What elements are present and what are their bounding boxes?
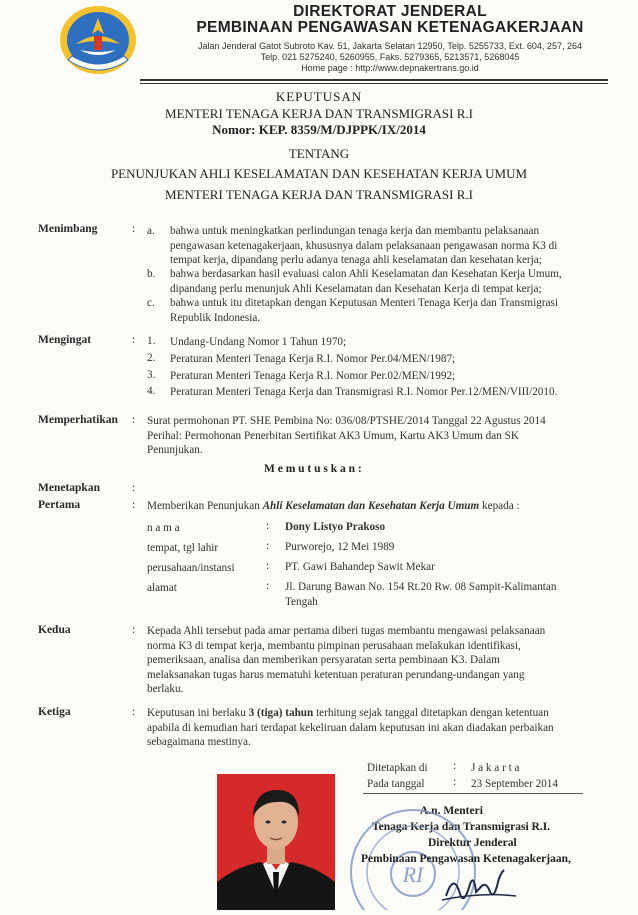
menimbang-item-b-line: bahwa berdasarkan hasil evaluasi calon Ahli Keselamatan dan Kesehatan Kerja Umum, — [170, 268, 562, 280]
ketiga-line-1 — [147, 706, 615, 721]
pertama-intro-end: kepada : — [482, 500, 520, 512]
menimbang-label: Menimbang — [38, 223, 98, 235]
closing-director: Direktur Jenderal — [428, 837, 517, 849]
memperhatikan-line: Perihal: Permohonan Penerbitan Sertifikat AK3 Umum, Kartu AK3 Umum dan SK — [147, 429, 519, 442]
mengingat-item-index: 4. — [147, 385, 156, 397]
kedua-label: Kedua — [38, 624, 71, 636]
field-colon: : — [266, 540, 270, 552]
ketiga-line-1-start: Keputusan ini berlaku — [147, 707, 246, 719]
closing-colon: : — [453, 776, 457, 788]
kedua-line: pemeriksaan, analisa dan memberikan persyaratan serta pembinaan K3. Dalam — [147, 654, 500, 666]
pertama-label: Pertama — [38, 499, 81, 511]
field-colon: : — [266, 580, 270, 592]
pertama-colon: : — [132, 499, 136, 511]
mengingat-item-index: 1. — [147, 335, 156, 347]
letterhead-homepage: Home page : http://www.depnakertrans.go.id — [301, 63, 479, 73]
field-label-nama: n a m a — [147, 522, 180, 534]
field-value-alamat — [285, 580, 615, 609]
memperhatikan-line: Surat permohonan PT. SHE Pembina No: 036/08/PTSHE/2014 Tanggal 22 Agustus 2014 — [147, 415, 546, 427]
mengingat-item: Peraturan Menteri Tenaga Kerja R.I. Nomor Per.02/MEN/1992; — [170, 370, 456, 382]
signature — [440, 866, 520, 910]
menimbang-item-c-line: bahwa untuk itu ditetapkan dengan Keputusan Menteri Tenaga Kerja dan Transmigrasi — [170, 297, 558, 309]
letterhead-rule — [140, 79, 608, 81]
menimbang-item-a-index: a. — [147, 225, 155, 237]
mengingat-item: Peraturan Menteri Tenaga Kerja R.I. Nomor Per.04/MEN/1987; — [170, 353, 456, 365]
field-value-nama: Dony Listyo Prakoso — [285, 521, 386, 533]
field-label-ttl: tempat, tgl lahir — [147, 542, 219, 554]
field-label-alamat: alamat — [147, 582, 177, 594]
field-value-ttl: Purworejo, 12 Mei 1989 — [285, 541, 395, 553]
decree-issuer: MENTERI TENAGA KERJA DAN TRANSMIGRASI R.I — [165, 106, 473, 121]
mengingat-item: Undang-Undang Nomor 1 Tahun 1970; — [170, 336, 347, 348]
menimbang-item-c — [170, 296, 613, 325]
mengingat-label: Mengingat — [38, 334, 92, 346]
menimbang-item-a-line: bahwa untuk meningkatkan perlindungan tenaga kerja dan membantu pelaksanaan — [170, 225, 540, 237]
ketiga-label: Ketiga — [38, 706, 71, 718]
kedua-line: berlaku. — [147, 683, 184, 695]
ketiga-text — [147, 706, 615, 750]
field-value-perusahaan: PT. Gawi Bahandep Sawit Mekar — [285, 561, 435, 573]
letterhead-line-2: PEMBINAAN PENGAWASAN KETENAGAKERJAAN — [196, 19, 584, 36]
decree-subject-line-1: PENUNJUKAN AHLI KESELAMATAN DAN KESEHATAN KERJA UMUM — [110, 166, 528, 181]
mengingat-item-index: 2. — [147, 352, 156, 364]
pertama-intro-role: Ahli Keselamatan dan Kesehatan Kerja Umum — [262, 500, 480, 512]
ministry-logo-icon — [58, 4, 138, 76]
field-label-perusahaan: perusahaan/instansi — [147, 562, 235, 574]
ketiga-line: apabila di kemudian hari terdapat kekeliruan dalam keputusan ini akan diadakan perbaikan — [147, 721, 554, 734]
decree-about: TENTANG — [288, 146, 350, 161]
ditetapkan-label: Ditetapkan di — [367, 762, 428, 774]
pertama-intro-text: Memberikan Penunjukan — [147, 500, 260, 512]
letterhead-rule-thin — [140, 83, 608, 84]
stamp-initials: RI — [402, 862, 424, 887]
menimbang-item-b-index: b. — [147, 268, 156, 280]
mengingat-item: Peraturan Menteri Tenaga Kerja dan Transmigrasi R.I. Nomor Per.12/MEN/VIII/2010. — [170, 386, 558, 398]
field-colon: : — [266, 520, 270, 532]
field-value-alamat-line: Tengah — [285, 595, 318, 608]
menimbang-item-c-line: Republik Indonesia. — [170, 311, 261, 324]
menimbang-item-a — [170, 224, 613, 268]
kedua-line: norma K3 di tempat kerja, membantu pimpinan perusahaan melakukan identifikasi, — [147, 639, 521, 652]
memutuskan-heading: M e m u t u s k a n : — [264, 463, 362, 475]
field-value-alamat-line: Jl. Darung Bawan No. 154 Rt.20 Rw. 08 Sampit-Kalimantan — [285, 581, 557, 593]
mengingat-colon: : — [132, 334, 136, 346]
mengingat-item-index: 3. — [147, 369, 156, 381]
closing-ministry: Tenaga Kerja dan Transmigrasi R.I. — [372, 821, 551, 833]
kedua-line: Kepada Ahli tersebut pada amar pertama diberi tugas membantu mengawasi pelaksanaan — [147, 625, 546, 637]
decree-title: KEPUTUSAN — [275, 89, 363, 104]
letterhead-contact — [150, 41, 630, 74]
closing-colon: : — [453, 760, 457, 772]
menimbang-item-a-line: tempat kerja, dipandang perlu adanya tenaga ahli keselamatan dan kesehatan kerja; — [170, 254, 542, 266]
menimbang-colon: : — [132, 223, 136, 235]
menimbang-item-b-line: dipandang perlu menunjuk Ahli Keselamatan dan Kesehatan Kerja di tempat kerja; — [170, 282, 542, 295]
ketiga-line: sebagaimana mestinya. — [147, 736, 251, 748]
menimbang-item-a-line: pengawasan ketenagakerjaan, khususnya dalam pelaksanaan pengawasan norma K3 di — [170, 239, 558, 252]
tanggal-label: Pada tanggal — [367, 778, 425, 790]
letterhead-phone: Telp. 021 5275240, 5260955, Faks. 5279365, 5213571, 5268045 — [260, 52, 520, 62]
kedua-colon: : — [132, 624, 136, 636]
menetapkan-colon: : — [132, 482, 136, 494]
holder-photo — [217, 774, 335, 910]
letterhead-address: Jalan Jenderal Gatot Subroto Kav. 51, Jakarta Selatan 12950, Telp. 5255733, Ext. 604, 257, 264 — [198, 41, 582, 51]
tanggal-value: 23 September 2014 — [471, 778, 558, 790]
ditetapkan-value: J a k a r t a — [471, 762, 520, 774]
decree-number: Nomor: KEP. 8359/M/DJPPK/IX/2014 — [212, 122, 426, 137]
pertama-intro — [147, 499, 617, 514]
decree-subject-line-2: MENTERI TENAGA KERJA DAN TRANSMIGRASI R.I — [165, 187, 473, 202]
memperhatikan-label: Memperhatikan — [38, 414, 118, 426]
menimbang-item-c-index: c. — [147, 297, 155, 309]
closing-directorate: Pembinaan Pengawasan Ketenagakerjaan, — [361, 853, 571, 865]
memperhatikan-line: Penunjukan. — [147, 444, 203, 456]
ketiga-line-1-end: terhitung sejak tanggal ditetapkan dengan ketentuan — [316, 707, 549, 719]
letterhead-line-1: DIREKTORAT JENDERAL — [293, 3, 487, 20]
closing-an: A.n. Menteri — [420, 805, 483, 817]
memperhatikan-colon: : — [132, 414, 136, 426]
kedua-text — [147, 624, 615, 697]
menetapkan-label: Menetapkan — [38, 482, 100, 494]
field-colon: : — [266, 560, 270, 572]
menimbang-item-b — [170, 267, 613, 296]
memperhatikan-text — [147, 414, 613, 458]
ketiga-colon: : — [132, 706, 136, 718]
ketiga-duration: 3 (tiga) tahun — [248, 707, 314, 719]
kedua-line: melaksanakan tugas harus mematuhi ketentuan peraturan perundang-undangan yang — [147, 668, 525, 681]
